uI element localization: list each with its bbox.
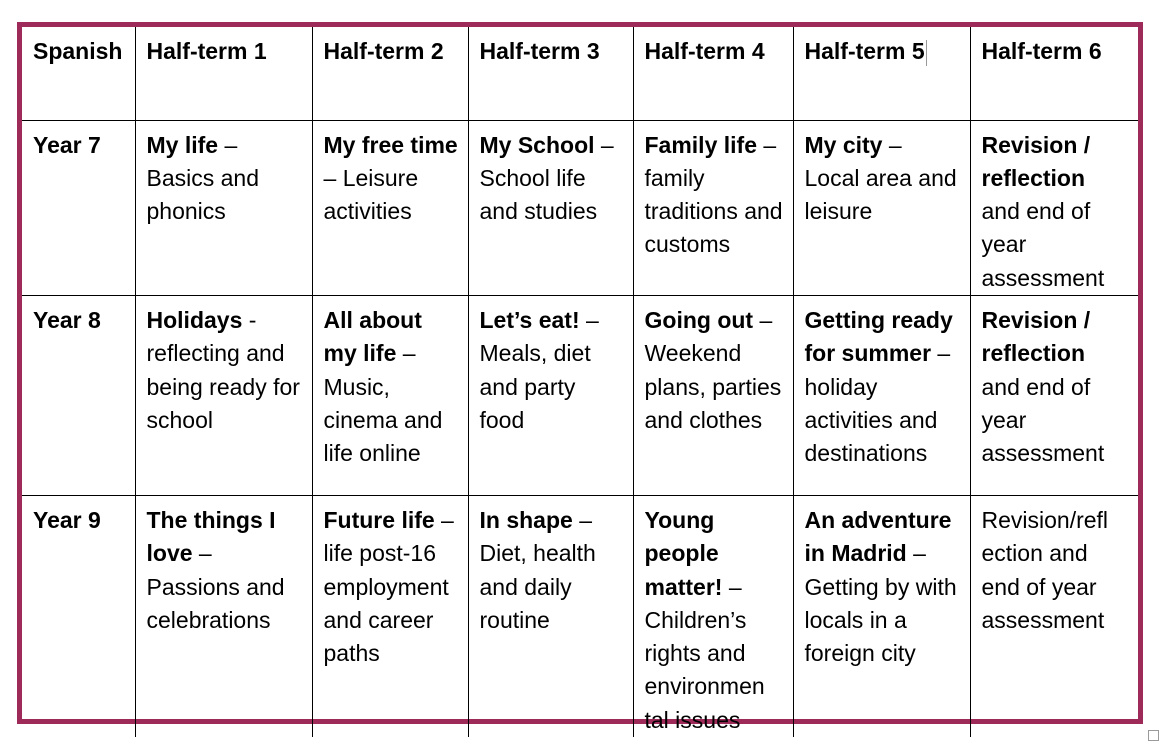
text-cursor [926,40,927,66]
table-cell[interactable] [793,495,970,737]
table-row-year-8 [22,295,1138,495]
header-half-term-6[interactable]: Half-term 6 [970,27,1138,120]
topic-description: Weekend plans, parties and clothes [644,340,782,433]
curriculum-table-frame [17,22,1143,733]
topic-description: and end of year assessment [981,373,1105,467]
year-label[interactable]: Year 9 [22,495,135,737]
topic-title: My city [804,131,883,158]
header-half-term-5[interactable] [793,27,970,120]
header-half-term-4[interactable]: Half-term 4 [633,27,793,120]
topic-description: Revision/refl ection and end of year assessment [981,506,1109,633]
table-cell[interactable] [633,495,793,737]
table-row-year-9 [22,495,1138,737]
header-row [22,27,1138,120]
topic-title: Revision / reflection [981,306,1091,367]
topic-description: Local area and leisure [804,164,957,225]
table-cell[interactable] [135,295,312,495]
topic-description: reflecting and being ready for school [146,340,300,433]
table-cell[interactable] [468,495,633,737]
topic-title: The things I love [146,506,276,567]
topic-separator: – [931,340,951,367]
topic-title: An adventure in Madrid [804,506,952,567]
topic-title: Getting ready for summer [804,306,953,367]
topic-title: My life [146,131,219,158]
topic-description: Children’s rights and environmen tal issues [644,606,765,733]
topic-description: Basics and phonics [146,164,260,225]
topic-title: Revision / reflection [981,131,1091,191]
topic-separator: – [722,573,742,600]
table-cell[interactable] [633,295,793,495]
topic-title: My free time [323,131,458,158]
header-half-term-1[interactable]: Half-term 1 [135,27,312,120]
topic-description: School life and studies [479,164,598,225]
topic-description: and end of year assessment [981,198,1105,291]
table-cell[interactable] [468,120,633,295]
table-cell[interactable] [970,120,1138,295]
topic-separator: – [594,131,614,158]
header-half-term-5-text: Half-term 5 [804,38,925,64]
table-cell[interactable] [468,295,633,495]
topic-description: life post-16 employment and career paths [323,540,449,667]
year-label[interactable]: Year 8 [22,295,135,495]
table-cell[interactable] [793,295,970,495]
topic-separator: – [396,340,416,367]
topic-description: Music, cinema and life online [323,373,443,467]
topic-separator: – [434,506,454,533]
topic-description: holiday activities and destinations [804,373,938,467]
topic-description: Leisure activities [323,164,419,225]
table-row-year-7 [22,120,1138,295]
topic-description: Meals, diet and party food [479,340,591,433]
header-subject[interactable]: Spanish [22,27,135,120]
topic-description: Passions and celebrations [146,573,285,633]
topic-separator: – [882,131,902,158]
topic-title: All about my life [323,306,422,367]
topic-separator: – [579,306,599,333]
curriculum-table [22,27,1138,737]
topic-separator: – [192,540,212,567]
table-cell[interactable] [312,120,468,295]
topic-separator: - [242,306,257,333]
table-cell[interactable] [970,295,1138,495]
topic-title: My School [479,131,595,158]
topic-title: Family life [644,131,757,158]
table-cell[interactable] [970,495,1138,737]
topic-separator: – [906,540,926,567]
table-cell[interactable] [135,120,312,295]
topic-description: Diet, health and daily routine [479,540,596,633]
topic-separator: – [753,306,773,333]
year-label[interactable]: Year 7 [22,120,135,295]
header-half-term-3[interactable]: Half-term 3 [468,27,633,120]
topic-title: In shape [479,506,573,533]
table-cell[interactable] [135,495,312,737]
topic-title: Holidays [146,306,243,333]
topic-separator: – [572,506,592,533]
topic-separator: – [218,131,238,158]
topic-title: Future life [323,506,435,533]
topic-title: Let’s eat! [479,306,580,333]
table-cell[interactable] [312,295,468,495]
header-half-term-2[interactable]: Half-term 2 [312,27,468,120]
topic-description: Getting by with locals in a foreign city [804,573,957,667]
table-cell[interactable] [633,120,793,295]
table-cell[interactable] [312,495,468,737]
table-resize-handle[interactable] [1148,730,1159,741]
table-cell[interactable] [793,120,970,295]
topic-title: Going out [644,306,754,333]
topic-title: Young people matter! [644,506,723,600]
topic-separator: – [756,131,777,158]
topic-separator: – [323,164,343,191]
topic-description: family traditions and customs [644,164,783,258]
